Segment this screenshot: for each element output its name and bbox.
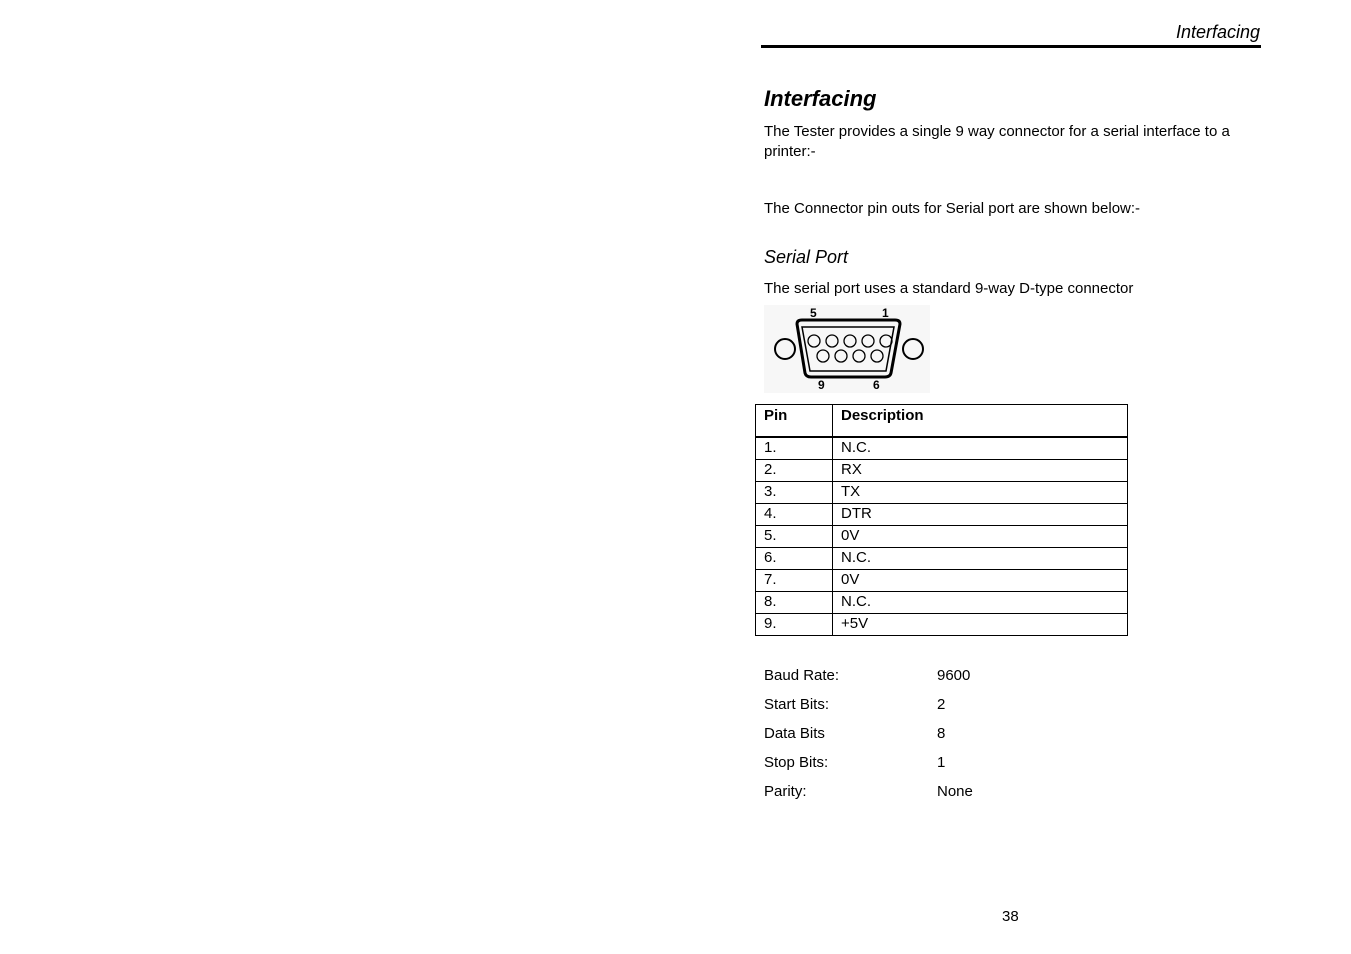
setting-value: 8	[937, 725, 946, 742]
setting-baud-rate	[764, 666, 973, 695]
setting-label: Stop Bits:	[764, 754, 829, 771]
description-cell: N.C.	[833, 592, 1128, 614]
description-cell: TX	[833, 482, 1128, 504]
running-header: Interfacing	[1175, 22, 1260, 42]
setting-value: None	[937, 783, 973, 800]
table-row	[756, 437, 1128, 460]
serial-port-description: The serial port uses a standard 9-way D-type connector	[764, 280, 1134, 297]
pin-table	[755, 404, 1128, 636]
pin-table-header-row	[756, 405, 1128, 438]
table-row	[756, 504, 1128, 526]
description-cell: +5V	[833, 614, 1128, 636]
pin-cell: 1.	[756, 437, 833, 460]
db9-connector-diagram	[764, 305, 930, 393]
pin-cell: 3.	[756, 482, 833, 504]
setting-label: Parity:	[764, 783, 807, 800]
pin-label-5: 5	[810, 306, 817, 320]
table-row	[756, 460, 1128, 482]
pin-cell: 9.	[756, 614, 833, 636]
pin-cell: 6.	[756, 548, 833, 570]
setting-parity	[764, 782, 973, 811]
intro-paragraph: The Tester provides a single 9 way connector for a serial interface to a printer:-	[764, 123, 1230, 160]
pin-column-header: Pin	[756, 405, 833, 438]
pin-cell: 4.	[756, 504, 833, 526]
setting-label: Start Bits:	[764, 696, 830, 713]
section-title: Interfacing	[764, 86, 877, 111]
table-row	[756, 548, 1128, 570]
setting-label: Baud Rate:	[764, 667, 840, 684]
header-rule	[761, 45, 1261, 48]
pin-cell: 5.	[756, 526, 833, 548]
serial-port-title: Serial Port	[764, 247, 849, 267]
pin-cell: 7.	[756, 570, 833, 592]
setting-data-bits	[764, 724, 973, 753]
table-row	[756, 592, 1128, 614]
description-cell: N.C.	[833, 437, 1128, 460]
setting-start-bits	[764, 695, 973, 724]
page-number: 38	[1002, 908, 1019, 925]
description-cell: RX	[833, 460, 1128, 482]
table-row	[756, 526, 1128, 548]
pin-label-9: 9	[818, 378, 825, 392]
serial-settings-list	[764, 666, 973, 811]
setting-value: 9600	[937, 667, 971, 684]
description-cell: 0V	[833, 570, 1128, 592]
pin-cell: 8.	[756, 592, 833, 614]
pinouts-paragraph: The Connector pin outs for Serial port are shown below:-	[764, 200, 1141, 217]
description-cell: DTR	[833, 504, 1128, 526]
description-cell: 0V	[833, 526, 1128, 548]
table-row	[756, 570, 1128, 592]
setting-label: Data Bits	[764, 725, 825, 742]
pin-cell: 2.	[756, 460, 833, 482]
setting-value: 1	[937, 754, 946, 771]
table-row	[756, 482, 1128, 504]
setting-stop-bits	[764, 753, 973, 782]
setting-value: 2	[937, 696, 946, 713]
pin-label-6: 6	[873, 378, 880, 392]
table-row	[756, 614, 1128, 636]
pin-label-1: 1	[882, 306, 889, 320]
description-cell: N.C.	[833, 548, 1128, 570]
description-column-header: Description	[833, 405, 1128, 438]
